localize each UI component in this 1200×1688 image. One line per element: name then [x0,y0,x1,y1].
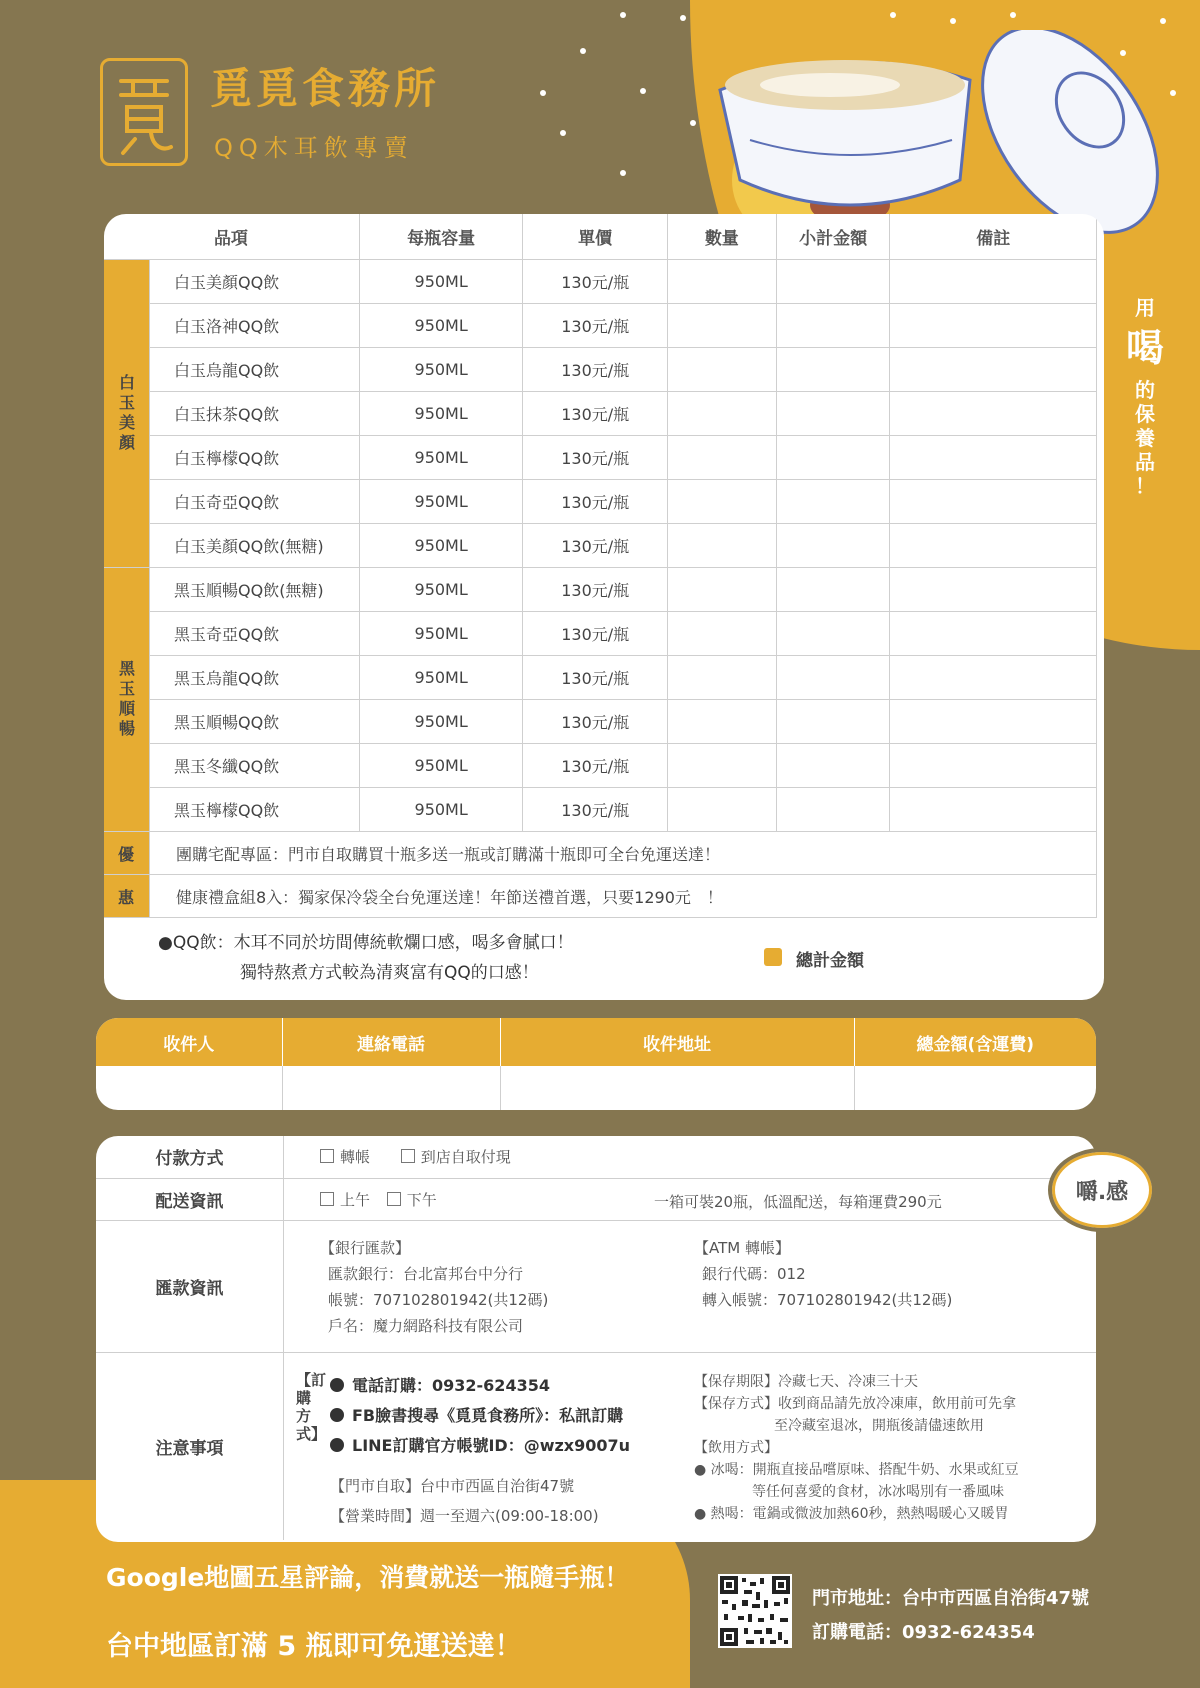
order-row [104,700,1097,744]
promo-row [104,875,1097,918]
order-row [104,744,1097,788]
order-form-card [104,214,1104,1000]
logo-seal [100,58,188,166]
drink-cold: ● 冰喝：開瓶直接品嚐原味、搭配牛奶、水果或紅豆 [694,1461,1019,1478]
footer-address: 門市地址：台中市西區自治街47號 [812,1588,1090,1609]
footer-phone: 訂購電話：0932-624354 [812,1622,1035,1643]
order-row [104,524,1097,568]
col-phone: 連絡電話 [282,1018,500,1066]
afternoon-checkbox[interactable] [387,1191,437,1209]
total-label: 總計金額 [796,951,864,971]
slogan-char: 保 [1135,401,1155,426]
storage-period: 【保存期限】冷藏七天、冷凍三十天 [694,1373,918,1390]
col-subtotal: 小計金額 [776,214,890,260]
col-grand-total: 總金額(含運費) [854,1018,1096,1066]
order-row [104,656,1097,700]
item-volume: 950ML [359,700,523,744]
remark-cell[interactable] [890,524,1097,568]
bank-line: 帳號：707102801942(共12碼) [328,1290,549,1309]
atm-transfer-info [694,1235,952,1313]
side-slogan [1120,296,1170,498]
morning-checkbox[interactable] [320,1191,370,1209]
brand-tagline: QQ木耳飲專賣 [214,134,414,162]
col-qty: 數量 [667,214,776,260]
order-row [104,436,1097,480]
item-price: 130元/瓶 [523,304,668,348]
qty-cell[interactable] [667,568,776,612]
order-row [104,348,1097,392]
item-price: 130元/瓶 [523,260,668,304]
order-row [104,480,1097,524]
subtotal-cell[interactable] [776,612,890,656]
afternoon-label: 下午 [406,1190,437,1209]
delivery-row [96,1178,1096,1220]
transfer-checkbox[interactable] [320,1148,370,1166]
remark-cell[interactable] [890,568,1097,612]
recipient-table [96,1018,1096,1110]
qq-note-1: ●QQ飲：木耳不同於坊間傳統軟爛口感，喝多會膩口！ [158,933,574,953]
promo-label: 優 [104,832,150,875]
info-table [96,1136,1096,1540]
recipient-input[interactable] [96,1066,282,1110]
item-price: 130元/瓶 [523,568,668,612]
item-price: 130元/瓶 [523,656,668,700]
remark-cell[interactable] [890,656,1097,700]
col-remark: 備註 [890,214,1097,260]
promo-text: 團購宅配專區：門市自取購買十瓶多送一瓶或訂購滿十瓶即可全台免運送達！ [150,832,1097,875]
remit-row [96,1220,1096,1352]
remark-cell[interactable] [890,788,1097,832]
subtotal-cell[interactable] [776,260,890,304]
qty-cell[interactable] [667,480,776,524]
slogan-char: 品 [1135,449,1155,474]
drink-cold-cont: 等任何喜愛的食材，冰冰喝別有一番風味 [752,1483,1004,1500]
item-volume: 950ML [359,260,523,304]
pickup-info: 【門市自取】台中市西區自治街47號 [330,1476,575,1495]
promo-label: 惠 [104,875,150,918]
item-price: 130元/瓶 [523,744,668,788]
item-price: 130元/瓶 [523,392,668,436]
remark-cell[interactable] [890,700,1097,744]
qty-cell[interactable] [667,348,776,392]
qty-cell[interactable] [667,788,776,832]
footer-promo-2: 台中地區訂滿 5 瓶即可免運送達！ [106,1631,522,1662]
slogan-char: 喝 [1125,326,1164,370]
qty-cell[interactable] [667,700,776,744]
payment-label: 付款方式 [96,1136,284,1178]
order-table [104,214,1097,918]
col-recipient: 收件人 [163,1034,215,1055]
qty-cell[interactable] [667,436,776,480]
col-address: 收件地址 [500,1018,854,1066]
remark-cell[interactable] [890,348,1097,392]
remark-cell[interactable] [890,612,1097,656]
atm-title: 【ATM 轉帳】 [694,1238,790,1257]
item-volume: 950ML [359,348,523,392]
atm-line: 銀行代碼：012 [702,1264,806,1283]
qty-cell[interactable] [667,260,776,304]
subtotal-cell[interactable] [776,348,890,392]
subtotal-cell[interactable] [776,480,890,524]
group-label: 黑玉順暢 [104,568,150,832]
remit-label: 匯款資訊 [96,1220,284,1352]
grand-total-input[interactable] [854,1066,1096,1110]
address-input[interactable] [500,1066,854,1110]
item-volume: 950ML [359,656,523,700]
remark-cell[interactable] [890,304,1097,348]
storage-method: 【保存方式】收到商品請先放冷凍庫，飲用前可先拿 [694,1395,1016,1412]
bank-title: 【銀行匯款】 [320,1238,411,1257]
col-item: 品項 [104,214,359,260]
qty-cell[interactable] [667,612,776,656]
item-volume: 950ML [359,568,523,612]
pickup-pay-label: 到店自取付現 [420,1148,511,1167]
speech-bubble [1048,1148,1156,1232]
order-method-line: LINE訂購官方帳號ID：@wzx9007u [330,1431,630,1461]
footer-promo-1: Google地圖五星評論，消費就送一瓶隨手瓶！ [106,1563,630,1592]
slogan-char: 用 [1135,296,1155,320]
item-volume: 950ML [359,788,523,832]
subtotal-cell[interactable] [776,304,890,348]
order-method-phone: 電話訂購：0932-624354 [330,1371,630,1401]
order-methods [330,1371,630,1461]
item-price: 130元/瓶 [523,436,668,480]
subtotal-cell[interactable] [776,744,890,788]
phone-input[interactable] [282,1066,500,1110]
col-price: 單價 [523,214,668,260]
col-volume: 每瓶容量 [359,214,523,260]
item-name: 黑玉烏龍QQ飲 [150,656,360,700]
notes-label: 注意事項 [96,1352,284,1540]
bank-line: 戶名：魔力網路科技有限公司 [328,1316,524,1335]
hours-info: 【營業時間】週一至週六(09:00-18:00) [330,1506,599,1525]
slogan-char: 的 [1135,377,1155,402]
item-price: 130元/瓶 [523,348,668,392]
item-name: 白玉抹茶QQ飲 [150,392,360,436]
qty-cell[interactable] [667,744,776,788]
item-price: 130元/瓶 [523,524,668,568]
subtotal-cell[interactable] [776,436,890,480]
bubble-text: 嚼.感 [1075,1179,1129,1205]
qty-cell[interactable] [667,656,776,700]
subtotal-cell[interactable] [776,568,890,612]
bank-transfer-info [320,1235,548,1339]
qty-cell[interactable] [667,392,776,436]
item-volume: 950ML [359,524,523,568]
payment-row [96,1136,1096,1178]
item-price: 130元/瓶 [523,700,668,744]
brand-name: 覓覓食務所 [210,64,441,113]
item-name: 白玉烏龍QQ飲 [150,348,360,392]
subtotal-cell[interactable] [776,700,890,744]
promo-text: 健康禮盒組8入：獨家保冷袋全台免運送達！年節送禮首選，只要1290元 ！ [150,875,1097,918]
subtotal-cell[interactable] [776,524,890,568]
subtotal-cell[interactable] [776,656,890,700]
qty-cell[interactable] [667,524,776,568]
subtotal-cell[interactable] [776,392,890,436]
storage-info [694,1371,1019,1525]
item-price: 130元/瓶 [523,480,668,524]
pickup-pay-checkbox[interactable] [401,1148,511,1166]
order-row [104,392,1097,436]
remark-cell[interactable] [890,392,1097,436]
item-name: 白玉美顏QQ飲(無糖) [150,524,360,568]
order-header-row [104,214,1097,260]
order-row [104,788,1097,832]
notes-row [96,1352,1096,1540]
order-row [104,568,1097,612]
delivery-label: 配送資訊 [96,1178,284,1220]
subtotal-cell[interactable] [776,788,890,832]
group-label: 白玉美顏 [104,260,150,568]
item-name: 黑玉順暢QQ飲(無糖) [150,568,360,612]
item-name: 黑玉檸檬QQ飲 [150,788,360,832]
remark-cell[interactable] [890,480,1097,524]
recipient-card [96,1018,1096,1110]
item-name: 白玉奇亞QQ飲 [150,480,360,524]
morning-label: 上午 [340,1190,371,1209]
slogan-char: 養 [1135,425,1155,450]
order-row [104,612,1097,656]
bank-line: 匯款銀行：台北富邦台中分行 [328,1264,524,1283]
info-card [96,1136,1096,1542]
storage-method-cont: 至冷藏室退冰，開瓶後請儘速飲用 [774,1417,984,1434]
drink-title: 【飲用方式】 [694,1439,778,1456]
order-method-label: 【訂購方式】 [296,1370,327,1443]
remark-cell[interactable] [890,260,1097,304]
recipient-header-row [96,1018,1096,1066]
drink-hot: ● 熱喝：電鍋或微波加熱60秒，熱熱喝暖心又暖胃 [694,1505,1009,1522]
order-method-fb: FB臉書搜尋《覓覓食務所》：私訊訂購 [330,1401,630,1431]
atm-line: 轉入帳號：707102801942(共12碼) [702,1290,953,1309]
item-price: 130元/瓶 [523,612,668,656]
item-name: 白玉洛神QQ飲 [150,304,360,348]
promo-row [104,832,1097,875]
transfer-label: 轉帳 [340,1148,371,1167]
item-name: 白玉美顏QQ飲 [150,260,360,304]
qr-code [718,1574,792,1648]
item-price: 130元/瓶 [523,788,668,832]
item-name: 黑玉奇亞QQ飲 [150,612,360,656]
item-volume: 950ML [359,612,523,656]
qq-note-2: 獨特熬煮方式較為清爽富有QQ的口感！ [240,963,539,983]
item-name: 黑玉順暢QQ飲 [150,700,360,744]
item-name: 白玉檸檬QQ飲 [150,436,360,480]
total-swatch [764,948,782,966]
item-name: 黑玉冬纖QQ飲 [150,744,360,788]
item-volume: 950ML [359,436,523,480]
qty-cell[interactable] [667,304,776,348]
delivery-note: 一箱可裝20瓶，低溫配送，每箱運費290元 [654,1192,942,1211]
slogan-char: ！ [1135,473,1155,498]
remark-cell[interactable] [890,436,1097,480]
item-volume: 950ML [359,744,523,788]
recipient-input-row[interactable] [96,1066,1096,1110]
remark-cell[interactable] [890,744,1097,788]
item-volume: 950ML [359,480,523,524]
order-row [104,260,1097,304]
order-row [104,304,1097,348]
item-volume: 950ML [359,392,523,436]
item-volume: 950ML [359,304,523,348]
